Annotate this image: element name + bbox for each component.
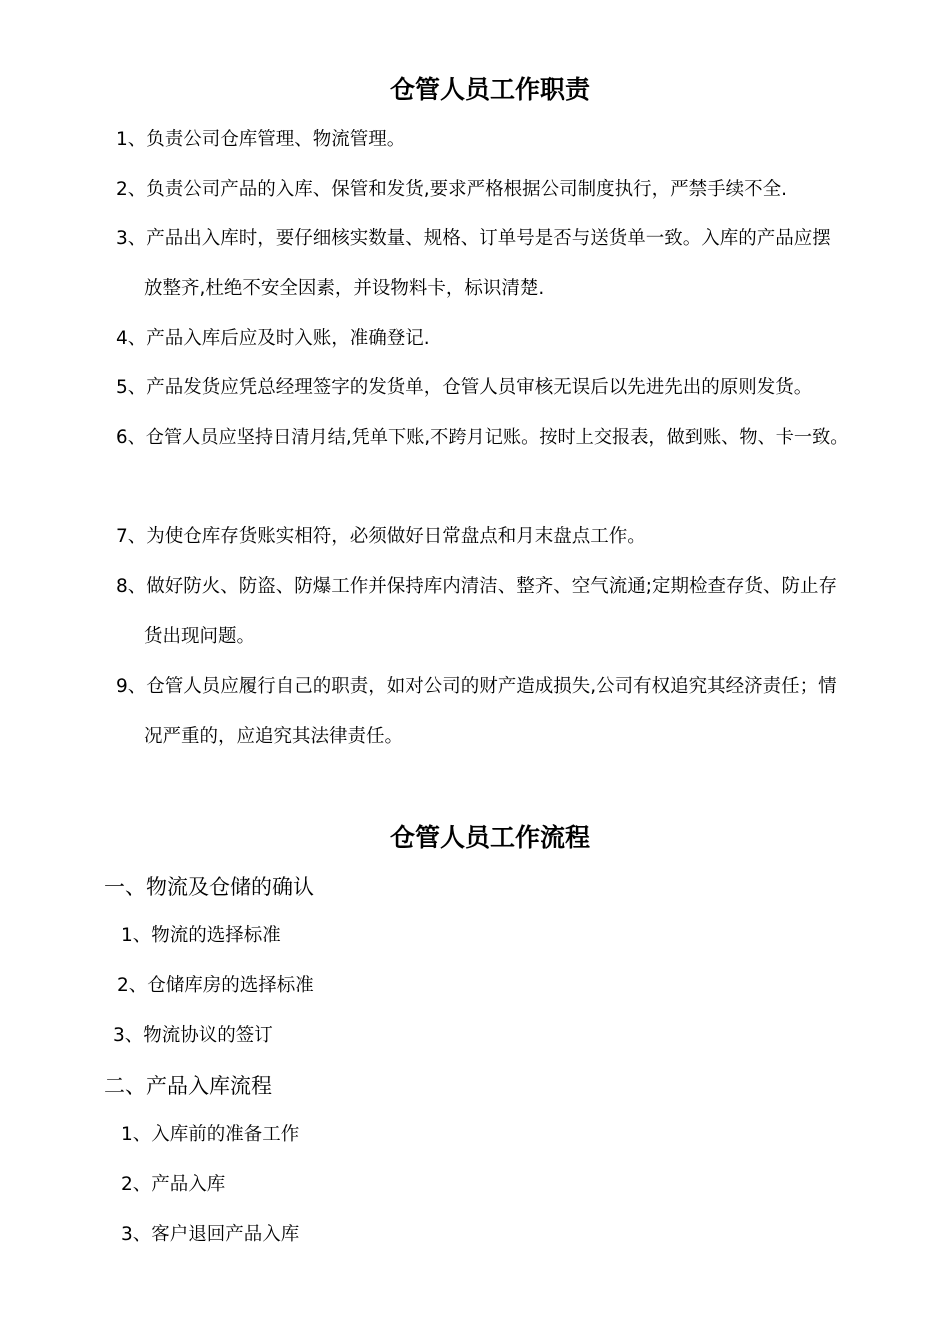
- duty-text: 产品出入库时，要仔细核实数量、规格、订单号是否与送货单一致。入库的产品应摆: [146, 228, 831, 249]
- duty-text-continued: 货出现问题。: [144, 626, 256, 647]
- duty-text: 仓管人员应履行自己的职责，如对公司的财产造成损失,公司有权追究其经济责任；情: [146, 676, 837, 697]
- duty-item-8: [116, 575, 837, 599]
- process-sub-item: 3、物流协议的签订: [113, 1025, 273, 1046]
- process-sub-item: 3、客户退回产品入库: [121, 1224, 300, 1245]
- duty-text: 做好防火、防盗、防爆工作并保持库内清洁、整齐、空气流通;定期检查存货、防止存: [146, 576, 838, 597]
- process-sub-item: 1、物流的选择标准: [121, 925, 281, 946]
- duty-item-4: [116, 327, 430, 351]
- duty-text-continued: 况严重的，应追究其法律责任。: [144, 726, 404, 747]
- duty-text: 仓管人员应坚持日清月结,凭单下账,不跨月记账。按时上交报表，做到账、物、卡一致。: [145, 427, 849, 448]
- duty-number: 9、: [116, 676, 147, 697]
- duty-number: 8、: [116, 576, 147, 597]
- duty-number: 2、: [116, 179, 147, 200]
- duty-number: 3、: [116, 228, 147, 249]
- duty-item-1: [116, 128, 405, 152]
- duty-text: 为使仓库存货账实相符，必须做好日常盘点和月末盘点工作。: [146, 526, 646, 547]
- process-sub-item: 1、入库前的准备工作: [121, 1124, 300, 1145]
- duties-title: 仓管人员工作职责: [389, 75, 590, 104]
- duty-item-5: [116, 376, 812, 400]
- duty-item-9: [116, 675, 837, 699]
- duty-number: 5、: [116, 377, 147, 398]
- process-section-heading: 一、物流及仓储的确认: [104, 875, 314, 899]
- process-sub-item: 2、产品入库: [121, 1174, 226, 1195]
- duty-text: 负责公司仓库管理、物流管理。: [146, 129, 406, 150]
- duty-item-7: [116, 525, 646, 549]
- process-sub-item: 2、仓储库房的选择标准: [117, 975, 314, 996]
- duty-text-continued: 放整齐,杜绝不安全因素，并设物料卡，标识清楚.: [144, 278, 545, 299]
- duty-item-3: [116, 227, 831, 251]
- duty-item-6: [116, 426, 848, 450]
- duty-number: 1、: [116, 129, 147, 150]
- duty-number: 7、: [116, 526, 147, 547]
- duty-text: 产品入库后应及时入账，准确登记.: [146, 328, 430, 349]
- duty-text: 负责公司产品的入库、保管和发货,要求严格根据公司制度执行，严禁手续不全.: [146, 179, 788, 200]
- process-section-heading: 二、产品入库流程: [104, 1074, 272, 1098]
- duty-number: 4、: [116, 328, 147, 349]
- duty-number: 6、: [116, 427, 146, 448]
- duty-text: 产品发货应凭总经理签字的发货单，仓管人员审核无误后以先进先出的原则发货。: [146, 377, 813, 398]
- process-title: 仓管人员工作流程: [389, 823, 590, 852]
- duty-item-2: [116, 178, 787, 202]
